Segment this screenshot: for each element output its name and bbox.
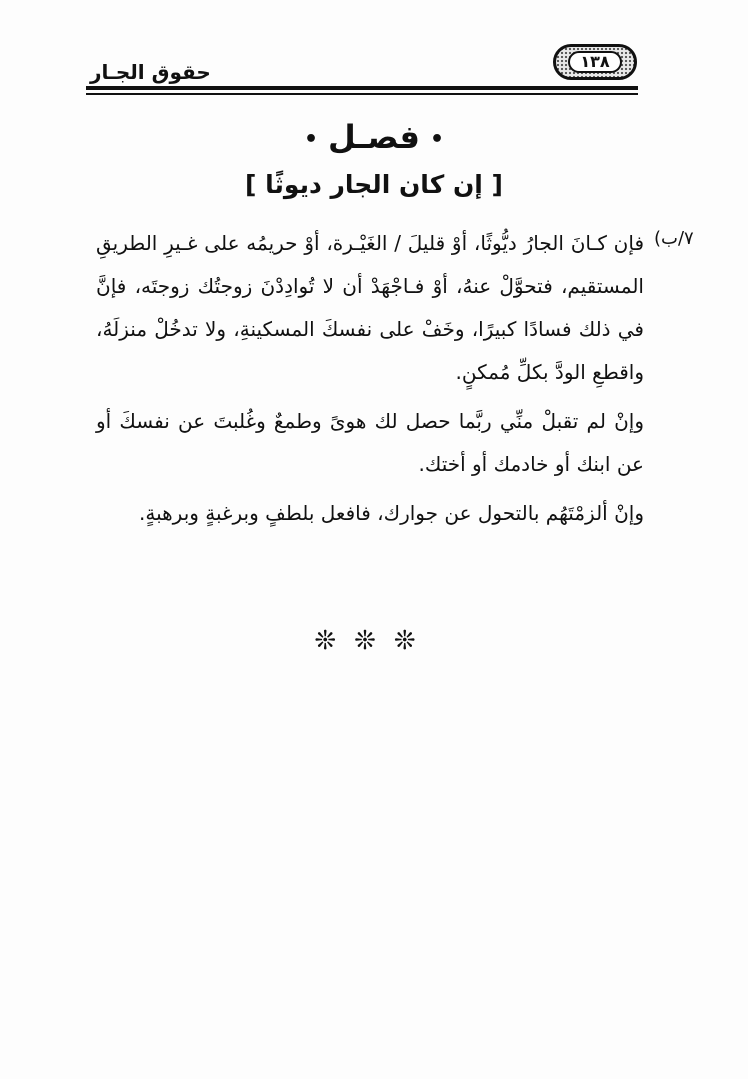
heading-bullet-left: • bbox=[303, 126, 318, 152]
paragraph: وإنْ ألزمْتَهُم بالتحول عن جوارك، فافعل بلطفٍ وبرغبةٍ وبرهبةٍ. bbox=[139, 501, 644, 525]
header-rule-thin bbox=[86, 93, 638, 95]
page-number-badge bbox=[553, 44, 637, 80]
header-rule-thick bbox=[86, 86, 638, 90]
sub-heading: [ إن كان الجار ديوثًا ] bbox=[245, 170, 503, 199]
section-heading-text: فصـل bbox=[328, 118, 420, 156]
section-heading bbox=[0, 118, 748, 156]
paragraph: فإن كـانَ الجارُ ديُّوثًا، أوْ قليلَ / الغَيْـرة، أوْ حريمُه على غـيرِ الطريقِ المستقيم، فتحوَّلْ عنهُ، أوْ فـاجْهَدْ أن لا تُوادِدْنَ زوجتُك زوجتَه، فإنَّ في ذلك فسادًا كبيرًا، وخَفْ على نفسكَ المسكينةِ، ولا تدخُلْ منزلَهُ، واقطعِ الودَّ بكلِّ مُمكنٍ. bbox=[96, 231, 644, 384]
page-number: ١٣٨ bbox=[568, 51, 622, 73]
paragraph: وإنْ لم تقبلْ منِّي ربَّما حصل لك هوىً وطمعٌ وغُلبتَ عن نفسكَ أو عن ابنك أو خادمك أو أختك. bbox=[96, 409, 644, 476]
page-header bbox=[86, 42, 638, 94]
body-text bbox=[96, 222, 644, 535]
running-title: حقوق الجـار bbox=[90, 60, 211, 84]
margin-manuscript-reference: ٧/ب) bbox=[654, 228, 694, 249]
heading-bullet-right: • bbox=[429, 126, 445, 152]
section-separator: ❊❊❊ bbox=[314, 626, 434, 656]
